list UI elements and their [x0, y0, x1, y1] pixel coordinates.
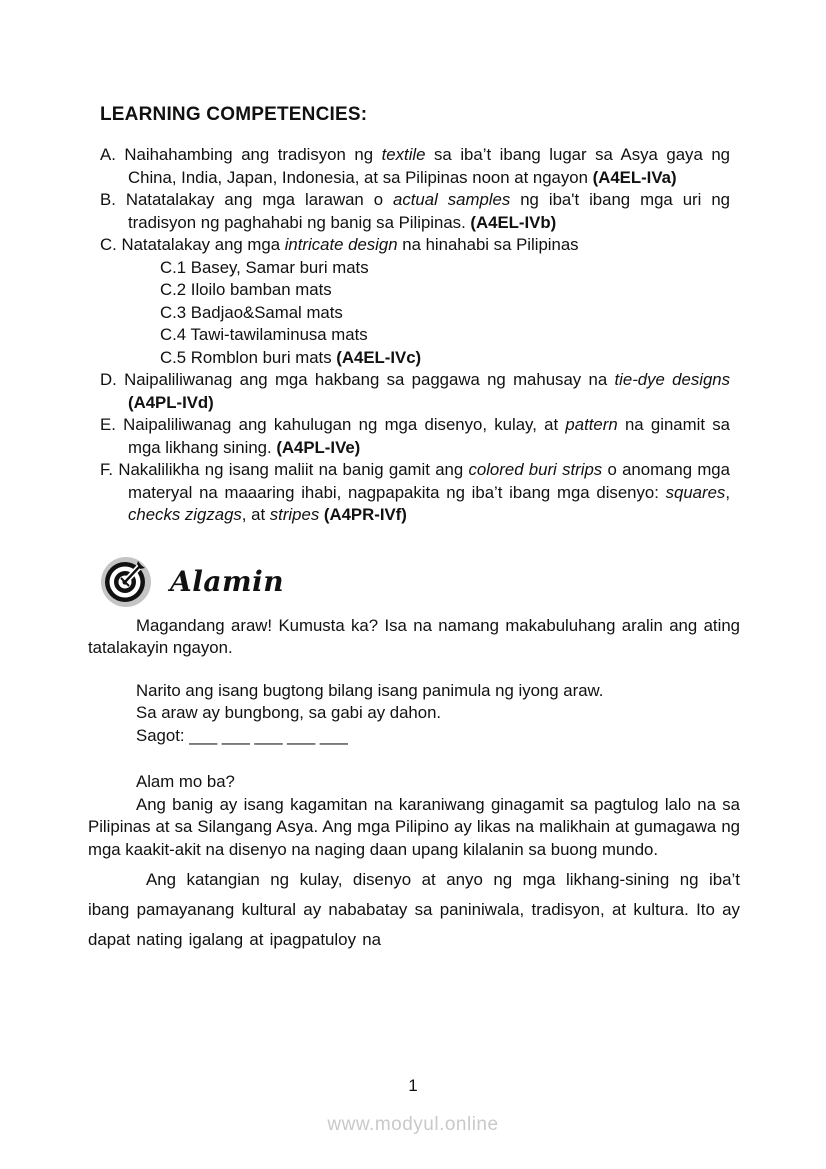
- page-number: 1: [408, 1076, 418, 1095]
- page-title: LEARNING COMPETENCIES:: [100, 104, 368, 125]
- list-marker: C.: [100, 235, 117, 254]
- target-dartboard-icon: [100, 556, 152, 608]
- competency-item-e: [100, 414, 730, 459]
- answer-label: Sagot:: [136, 725, 185, 745]
- sub-item-c1: C.1 Basey, Samar buri mats: [160, 257, 369, 277]
- fact-heading: Alam mo ba?: [136, 772, 235, 791]
- riddle-block: [136, 680, 740, 748]
- riddle-line-2: Sa araw ay bungbong, sa gabi ay dahon.: [136, 703, 442, 722]
- alamin-section-header: [100, 555, 730, 609]
- riddle-line-1: Narito ang isang bugtong bilang isang panimula ng iyong araw.: [136, 680, 604, 700]
- competency-list: [100, 144, 730, 527]
- list-marker: E.: [100, 415, 116, 434]
- intro-paragraph: Magandang araw! Kumusta ka? Isa na namang makabuluhang aralin ang ating tatalakayin ngayon.: [88, 615, 740, 657]
- competency-item-b: [100, 189, 730, 234]
- riddle-answer-line: [136, 725, 740, 748]
- competency-text: Naihahambing ang tradisyon ng textile sa iba’t ibang lugar sa Asya gaya ng China, India, Japan, Indonesia, at sa Pilipinas noon at ngayon (A4EL-IVa): [124, 145, 730, 187]
- competency-item-a: [100, 144, 730, 189]
- list-marker: D.: [100, 370, 117, 389]
- sub-item-c3: C.3 Badjao&Samal mats: [160, 302, 343, 322]
- alamin-section-title: Alamin: [170, 565, 285, 598]
- fact-paragraph: Ang banig ay isang kagamitan na karaniwang ginagamit sa pagtulog lalo na sa Pilipinas at sa Silangang Asya. Ang mga Pilipino ay likas na malikhain at gumagawa ng mga kaakit-akit na disenyo na naging daan upang kilalanin sa buong mundo.: [88, 794, 740, 859]
- sub-item-c5: C.5 Romblon buri mats (A4EL-IVc): [160, 347, 422, 367]
- competency-item-f: [100, 459, 730, 527]
- closing-paragraph: Ang katangian ng kulay, disenyo at anyo ng mga likhang-sining ng iba’t ibang pamayanang kultural ay nababatay sa paniniwala, tradisyon, at kultura. Ito ay dapat nating igalang at ipagpatuloy na: [88, 870, 740, 949]
- list-marker: F.: [100, 460, 114, 479]
- competency-item-c: [100, 234, 730, 257]
- competency-text: Nakalilikha ng isang maliit na banig gamit ang colored buri strips o anomang mga materyal na maaaring ihabi, nagpapakita ng iba’t ibang mga disenyo: squares, checks zigzags, at stripes (A4PR-IVf): [118, 460, 730, 524]
- list-marker: A.: [100, 145, 116, 164]
- sub-item-c4: C.4 Tawi-tawilaminusa mats: [160, 325, 368, 344]
- competency-text: Naipaliliwanag ang mga hakbang sa paggawa ng mahusay na tie-dye designs (A4PL-IVd): [124, 370, 731, 412]
- competency-text: Naipaliliwanag ang kahulugan ng mga disenyo, kulay, at pattern na ginamit sa mga likhang sining. (A4PL-IVe): [123, 415, 730, 457]
- alamin-body: [88, 615, 740, 956]
- watermark-url: www.modyul.online: [327, 1114, 499, 1135]
- competency-text: Natatalakay ang mga intricate design na hinahabi sa Pilipinas: [121, 235, 579, 254]
- sub-item-c2: C.2 Iloilo bamban mats: [160, 280, 332, 299]
- competency-text: Natatalakay ang mga larawan o actual samples ng iba't ibang mga uri ng tradisyon ng paghahabi ng banig sa Pilipinas. (A4EL-IVb): [125, 190, 730, 232]
- list-marker: B.: [100, 190, 116, 209]
- competency-item-d: [100, 369, 730, 414]
- answer-blanks: ___ ___ ___ ___ ___: [189, 725, 348, 745]
